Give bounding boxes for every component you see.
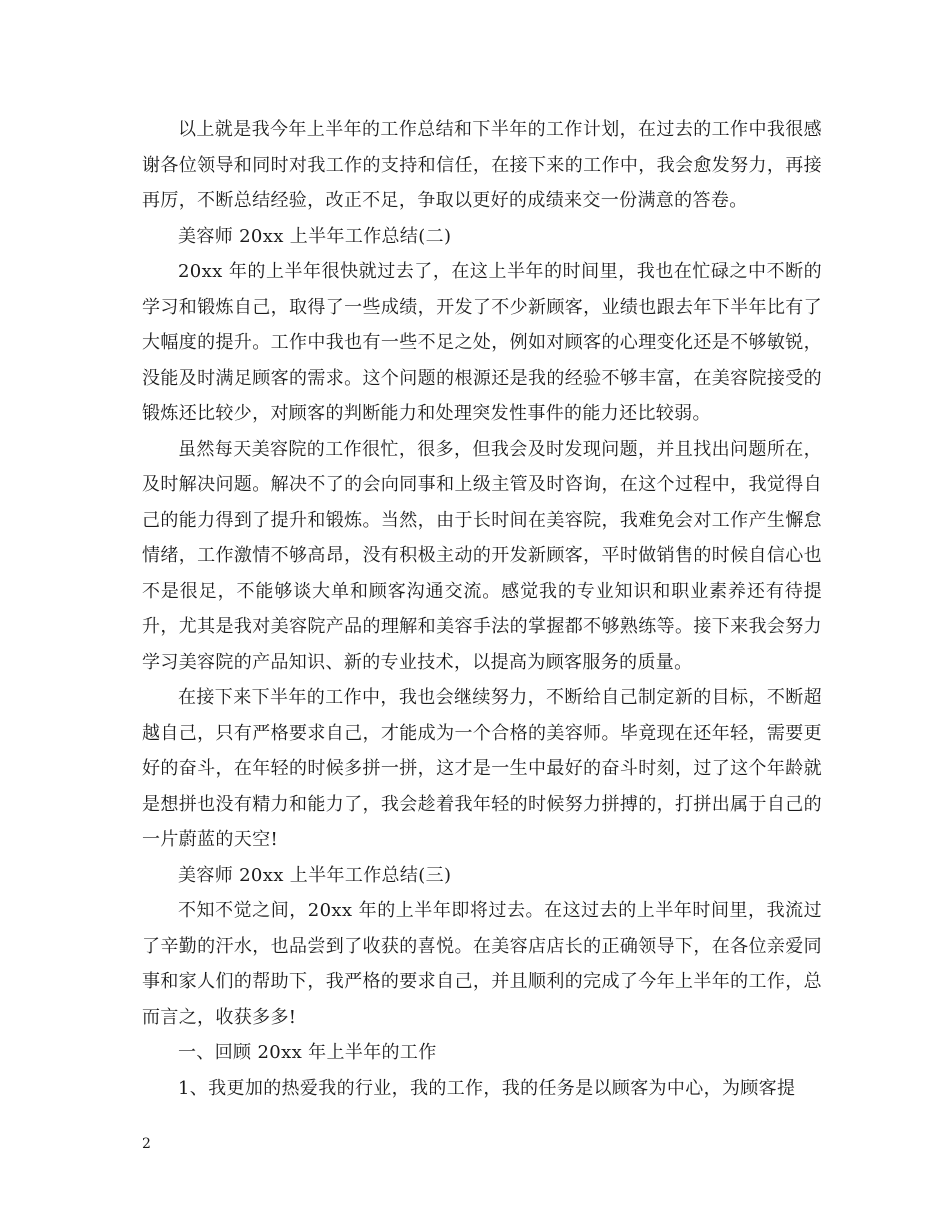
- paragraph-closing: 以上就是我今年上半年的工作总结和下半年的工作计划，在过去的工作中我很感谢各位领导和同时对我工作的支持和信任，在接下来的工作中，我会愈发努力，再接再厉，不断总结经验，改正不足，争取以更好的成绩来交一份满意的答卷。: [142, 119, 822, 211]
- paragraph-3-2: 1、我更加的热爱我的行业，我的工作，我的任务是以顾客为中心，为顾客提: [178, 1077, 796, 1099]
- section-title-2: 美容师 20xx 上半年工作总结(二): [178, 225, 452, 247]
- subsection-title-review: 一、回顾 20xx 年上半年的工作: [178, 1042, 437, 1063]
- document-body: [142, 112, 822, 1106]
- paragraph-3-1: 不知不觉之间，20xx 年的上半年即将过去。在这过去的上半年时间里，我流过了辛勤的汗水，也品尝到了收获的喜悦。在美容店店长的正确领导下，在各位亲爱同事和家人们的帮助下，我严格的要求自己，并且顺利的完成了今年上半年的工作，总而言之，收获多多!: [142, 900, 822, 1028]
- paragraph-2-1: 20xx 年的上半年很快就过去了，在这上半年的时间里，我也在忙碌之中不断的学习和锻炼自己，取得了一些成绩，开发了不少新顾客，业绩也跟去年下半年比有了大幅度的提升。工作中我也有一些不足之处，例如对顾客的心理变化还是不够敏锐，没能及时满足顾客的需求。这个问题的根源还是我的经验不够丰富，在美容院接受的锻炼还比较少，对顾客的判断能力和处理突发性事件的能力还比较弱。: [142, 261, 822, 424]
- paragraph-2-3: 在接下来下半年的工作中，我也会继续努力，不断给自己制定新的目标，不断超越自己，只有严格要求自己，才能成为一个合格的美容师。毕竟现在还年轻，需要更好的奋斗，在年轻的时候多拼一拼，这才是一生中最好的奋斗时刻，过了这个年龄就是想拼也没有精力和能力了，我会趁着我年轻的时候努力拼搏的，打拼出属于自己的一片蔚蓝的天空!: [142, 687, 822, 850]
- page-number: 2: [142, 1136, 151, 1152]
- section-title-3: 美容师 20xx 上半年工作总结(三): [178, 864, 452, 886]
- paragraph-2-2: 虽然每天美容院的工作很忙，很多，但我会及时发现问题，并且找出问题所在，及时解决问题。解决不了的会向同事和上级主管及时咨询，在这个过程中，我觉得自己的能力得到了提升和锻炼。当然，由于长时间在美容院，我难免会对工作产生懈怠情绪，工作激情不够高昂，没有积极主动的开发新顾客，平时做销售的时候自信心也不是很足，不能够谈大单和顾客沟通交流。感觉我的专业知识和职业素养还有待提升，尤其是我对美容院产品的理解和美容手法的掌握都不够熟练等。接下来我会努力学习美容院的产品知识、新的专业技术，以提高为顾客服务的质量。: [142, 438, 822, 673]
